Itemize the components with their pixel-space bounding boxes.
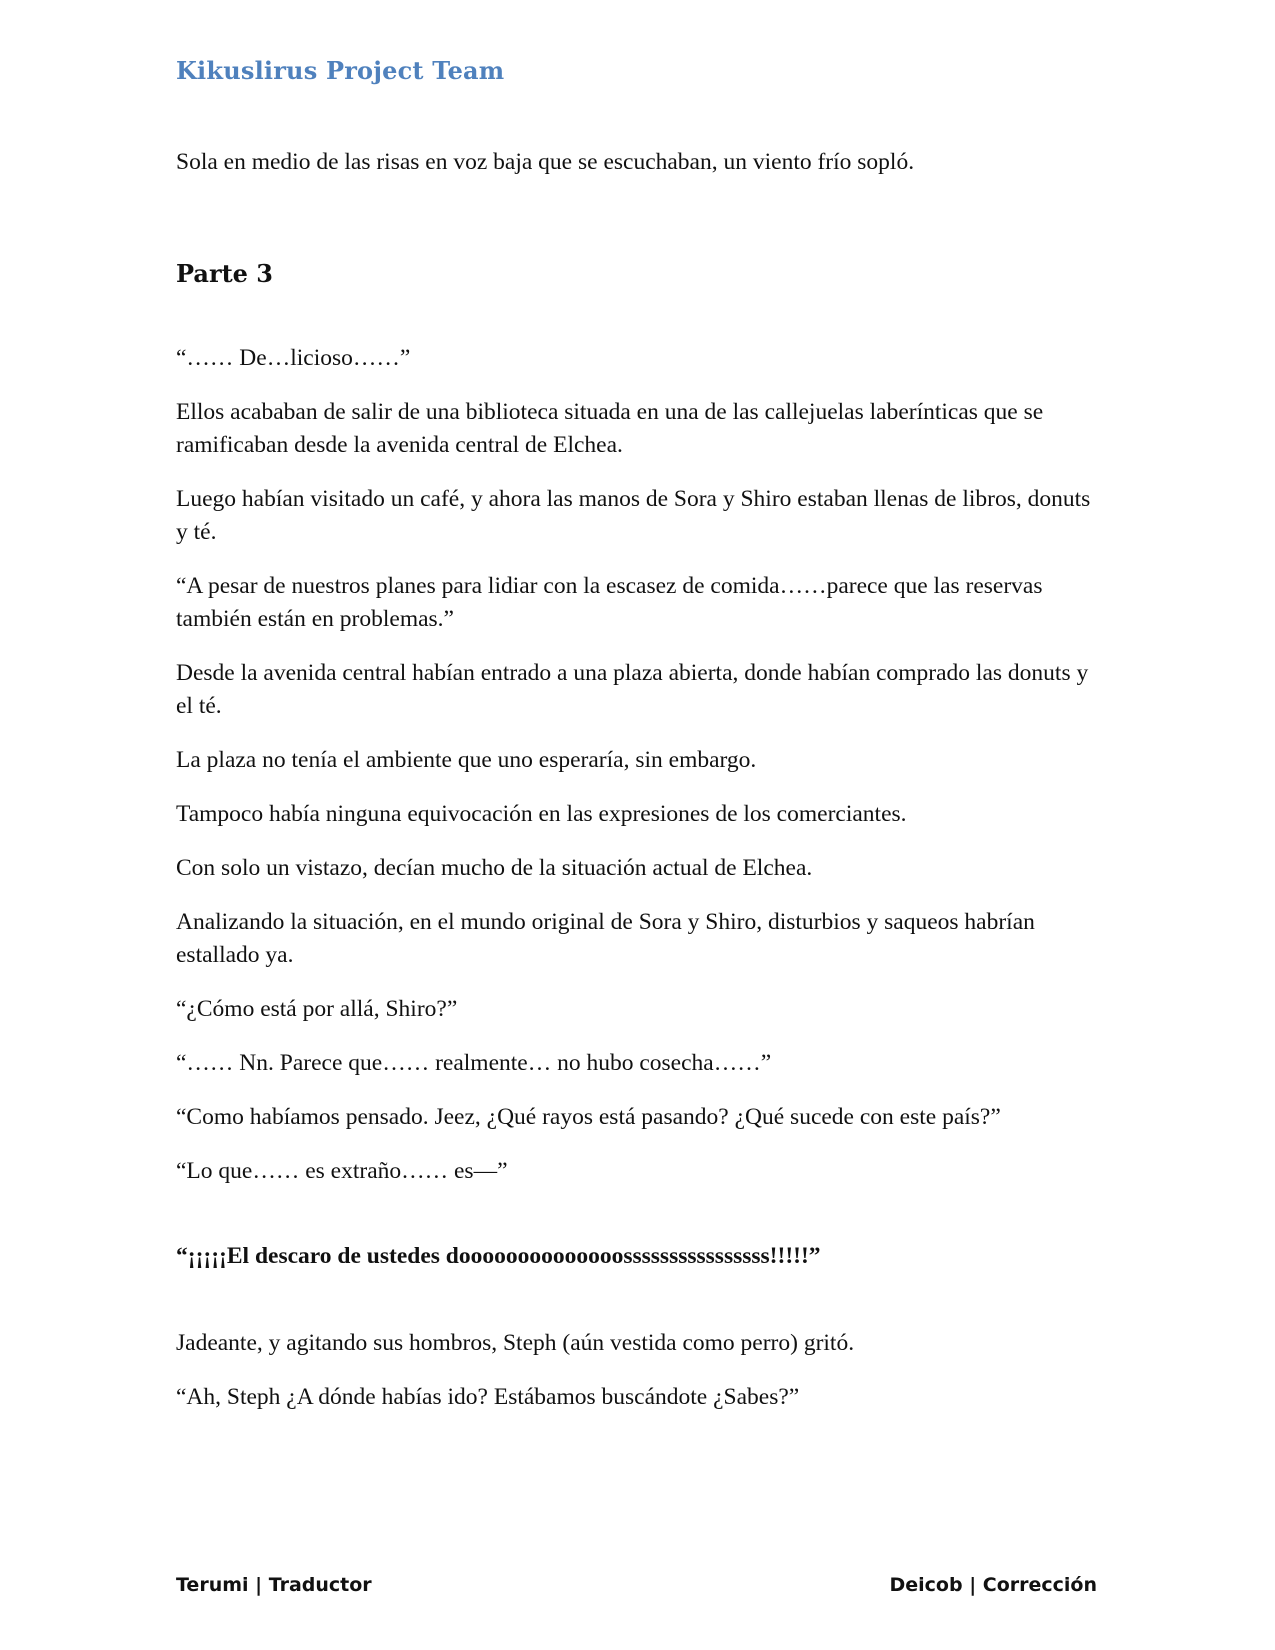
- paragraph: “…… De…licioso……”: [176, 345, 411, 371]
- paragraph: “Lo que…… es extraño…… es—”: [176, 1158, 508, 1184]
- paragraph: Con solo un vistazo, decían mucho de la situación actual de Elchea.: [176, 855, 813, 881]
- document-body: [176, 146, 1096, 1435]
- paragraph: “A pesar de nuestros planes para lidiar con la escasez de comida……parece que las reservas también están en problemas.”: [176, 573, 1043, 632]
- paragraph: “Ah, Steph ¿A dónde habías ido? Estábamos buscándote ¿Sabes?”: [176, 1384, 800, 1410]
- paragraph: Desde la avenida central habían entrado a una plaza abierta, donde habían comprado las donuts y el té.: [176, 660, 1089, 719]
- section-heading: Parte 3: [176, 259, 274, 288]
- footer-translator-credit: Terumi | Traductor: [176, 1574, 372, 1596]
- paragraph: Analizando la situación, en el mundo original de Sora y Shiro, disturbios y saqueos habrían estallado ya.: [176, 909, 1035, 968]
- paragraph: “Como habíamos pensado. Jeez, ¿Qué rayos está pasando? ¿Qué sucede con este país?”: [176, 1104, 1001, 1130]
- paragraph: Tampoco había ninguna equivocación en las expresiones de los comerciantes.: [176, 801, 907, 827]
- paragraph: “¿Cómo está por allá, Shiro?”: [176, 996, 458, 1022]
- paragraph: Jadeante, y agitando sus hombros, Steph (aún vestida como perro) gritó.: [176, 1330, 855, 1356]
- page-header-title: Kikuslirus Project Team: [176, 56, 505, 85]
- intro-paragraph: Sola en medio de las risas en voz baja que se escuchaban, un viento frío sopló.: [176, 149, 915, 175]
- footer-proofreader-credit: Deicob | Corrección: [889, 1574, 1097, 1596]
- paragraph: “…… Nn. Parece que…… realmente… no hubo cosecha……”: [176, 1050, 772, 1076]
- paragraph: Ellos acababan de salir de una biblioteca situada en una de las callejuelas laberínticas que se ramificaban desde la avenida central de Elchea.: [176, 399, 1044, 458]
- paragraph: La plaza no tenía el ambiente que uno esperaría, sin embargo.: [176, 747, 757, 773]
- paragraph: Luego habían visitado un café, y ahora las manos de Sora y Shiro estaban llenas de libros, donuts y té.: [176, 486, 1091, 545]
- shout-line: “¡¡¡¡¡El descaro de ustedes doooooooooooooossssssssssssssss!!!!!”: [176, 1243, 821, 1269]
